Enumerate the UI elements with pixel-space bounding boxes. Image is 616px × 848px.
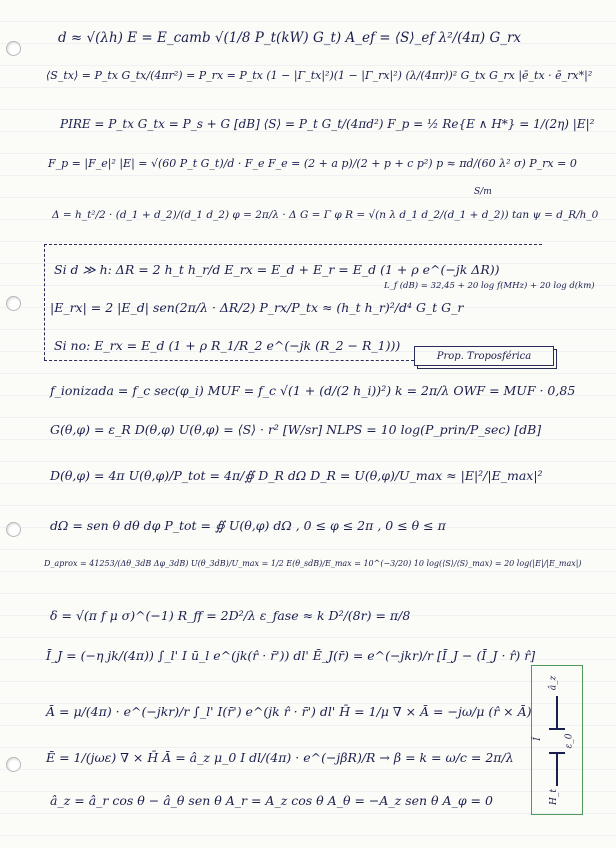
equation-line-unit-vector-transform: â_z = â_r cos θ − â_θ sen θ A_r = A_z cos θ A_θ = −A_z sen θ A_φ = 0: [50, 793, 493, 808]
equation-line-current-radiated-field: Ī_J = (−η jk/(4π)) ∫_l' I ū_l e^(jk(r̂ · r̄')) dl' Ē_J(r̄) = e^(−jkr)/r [Ī_J − (Ī_J · r̂) r̂]: [46, 648, 536, 663]
equation-line-approx-directivity-3db: D_aprox = 41253/(Δθ_3dB Δφ_3dB) U(θ_3dB)/U_max = 1/2 E(θ_sdB)/E_max = 10^(−3/20) 10 log(⟨S⟩/⟨S⟩_max) = 20 log(|E|/|E_max|): [44, 559, 582, 568]
tropospheric-propagation-box: Prop. Troposférica: [414, 346, 554, 366]
tropospheric-section-top-border: [44, 244, 542, 245]
dipole-label-eps0: ε_0: [564, 733, 575, 749]
dipole-feed-gap-top: [549, 728, 565, 730]
equation-line-electric-field-dipole: Ē = 1/(jωε) ∇ × H̄ Ā = â_z μ_0 I dl/(4π) · e^(−jβR)/R → β = k = ω/c = 2π/λ: [46, 750, 514, 765]
equation-line-two-ray-path-difference: Si d ≫ h: ΔR = 2 h_t h_r/d E_rx = E_d + E_r = E_d (1 + ρ e^(−jk ΔR)): [54, 262, 500, 277]
equation-line-ground-wave-attenuation: F_p = |F_e|² |E| = √(60 P_t G_t)/d · F_e F_e = (2 + a p)/(2 + p + c p²) p ≈ πd/(60 λ² σ) P_rx = 0: [48, 157, 577, 170]
equation-line-ionospheric-muf: f_ionizada = f_c sec(φ_i) MUF = f_c √(1 + (d/(2 h_i))²) k = 2π/λ OWF = MUF · 0,85: [50, 383, 576, 398]
equation-line-directivity: D(θ,φ) = 4π U(θ,φ)/P_tot = 4π/∯ D_R dΩ D_R = U(θ,φ)/U_max ≈ |E|²/|E_max|²: [50, 468, 543, 483]
equation-line-vector-potential: Ā = μ/(4π) · e^(−jkr)/r ∫_l' I(r̄') e^(jk r̂ · r̄') dl' H̄ = 1/μ ∇ × Ā = −jω/μ (r̂ × Ā): [46, 704, 532, 719]
dipole-sketch: [531, 665, 583, 815]
equation-line-skin-depth-far-field: δ = √(π f μ σ)^(−1) R_ff = 2D²/λ ε_fase ≈ k D²/(8r) = π/8: [50, 608, 411, 623]
units-note-siemens-per-meter: S/m: [474, 187, 492, 197]
dipole-lower-arm: [556, 754, 558, 786]
dipole-label-current: Ī: [532, 737, 543, 741]
dipole-label-ht: H_t: [548, 789, 559, 805]
equation-line-pire-power-density: PIRE = P_tx G_tx = P_s + G [dB] ⟨S⟩ = P_t G_t/(4πd²) F_p = ½ Re{E ∧ H*} = 1/(2η) |E|²: [60, 117, 595, 131]
equation-line-two-ray-field-magnitude: |E_rx| = 2 |E_d| sen(2π/λ · ΔR/2) P_rx/P_tx ≈ (h_t h_r)²/d⁴ G_t G_r: [50, 300, 464, 315]
equation-line-path-difference-fresnel: Δ = h_t²/2 · (d_1 + d_2)/(d_1 d_2) φ = 2π/λ · Δ G = Γ φ R = √(n λ d_1 d_2/(d_1 + d_2)) tan ψ = d_R/h_0: [52, 209, 599, 221]
binder-hole: [6, 522, 21, 537]
binder-hole: [6, 296, 21, 311]
equation-line-gain-intensity-nlps: G(θ,φ) = ε_R D(θ,φ) U(θ,φ) = ⟨S⟩ · r² [W/sr] NLPS = 10 log(P_prin/P_sec) [dB]: [50, 422, 542, 437]
binder-hole: [6, 41, 21, 56]
tropospheric-section-bottom-border: [44, 360, 414, 361]
equation-line-solid-angle-total-power: dΩ = sen θ dθ dφ P_tot = ∯ U(θ,φ) dΩ , 0 ≤ φ ≤ 2π , 0 ≤ θ ≤ π: [50, 518, 446, 533]
dipole-label-az: â_z: [548, 675, 559, 691]
equation-line-friis-transmission: ⟨S_tx⟩ = P_tx G_tx/(4πr²) = P_rx = P_tx (1 − |Γ_tx|²)(1 − |Γ_rx|²) (λ/(4πr))² G_tx G_rx |ē_tx · ē_rx*|²: [46, 69, 593, 82]
tropospheric-section-left-border: [44, 244, 45, 360]
binder-hole: [6, 757, 21, 772]
free-space-loss-note: L_f (dB) = 32,45 + 20 log f(MHz) + 20 log d(km): [384, 281, 595, 291]
dipole-upper-arm: [556, 696, 558, 728]
equation-line-two-ray-general: Si no: E_rx = E_d (1 + ρ R_1/R_2 e^(−jk (R_2 − R_1))): [54, 338, 401, 353]
equation-line-horizon-field-effective-area: d ≈ √(λh) E = E_camb √(1/8 P_t(kW) G_t) A_ef = ⟨S⟩_ef λ²/(4π) G_rx: [58, 30, 522, 46]
